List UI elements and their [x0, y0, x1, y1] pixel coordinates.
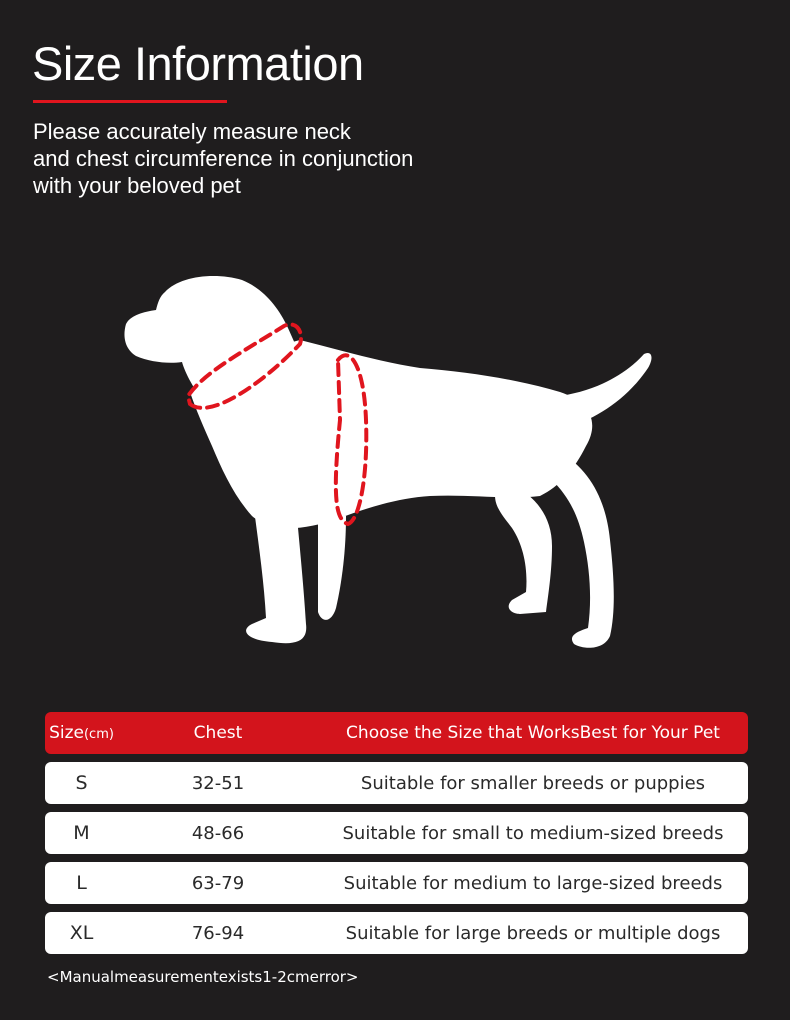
size-table — [45, 712, 748, 962]
size-cell: L — [76, 872, 87, 894]
recommendation-cell: Suitable for small to medium-sized breeds — [342, 822, 724, 844]
chest-cell: 32-51 — [191, 772, 245, 794]
recommendation-column-header: Choose the Size that WorksBest for Your Pet — [346, 723, 720, 743]
recommendation-cell: Suitable for large breeds or multiple dogs — [345, 922, 721, 944]
size-cell: XL — [69, 922, 94, 944]
measurement-error-note: <Manualmeasurementexists1-2cmerror> — [47, 968, 359, 986]
chest-cell: 48-66 — [191, 822, 245, 844]
size-table-header — [45, 712, 748, 754]
size-cell: M — [73, 822, 90, 844]
chest-column-header: Chest — [193, 723, 243, 743]
table-row — [45, 812, 748, 854]
size-column-header: Size(cm) — [49, 723, 114, 743]
recommendation-cell: Suitable for medium to large-sized breeds — [343, 872, 723, 894]
size-cell: S — [75, 772, 88, 794]
table-row — [45, 912, 748, 954]
measurement-instructions: Please accurately measure neck and chest circumference in conjunction with your beloved pet — [33, 119, 414, 198]
recommendation-cell: Suitable for smaller breeds or puppies — [360, 772, 706, 794]
table-row — [45, 862, 748, 904]
chest-cell: 63-79 — [191, 872, 245, 894]
page-title: Size Information — [32, 37, 364, 90]
size-unit: (cm) — [83, 727, 114, 742]
chest-cell: 76-94 — [191, 922, 245, 944]
table-row — [45, 762, 748, 804]
